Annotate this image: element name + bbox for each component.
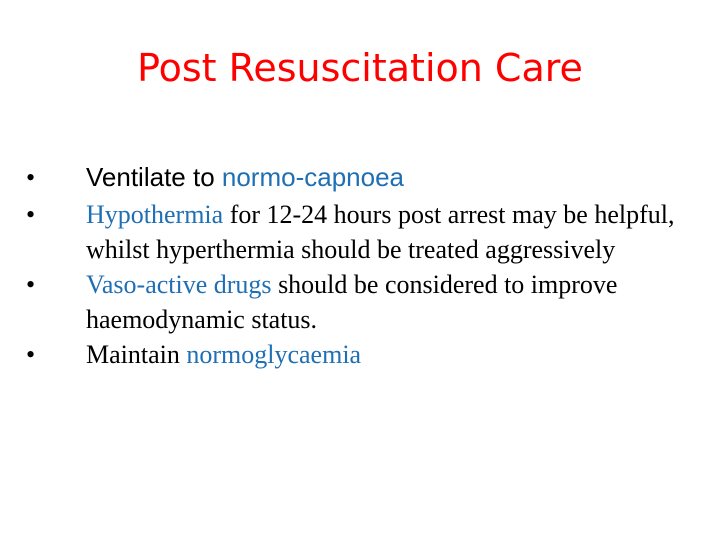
bullet-list <box>26 160 686 372</box>
bullet-item-vaso-active <box>26 267 686 337</box>
bullet-marker: • <box>26 270 36 299</box>
bullet-marker: • <box>26 163 36 192</box>
bullet-item-hypothermia <box>26 197 686 267</box>
slide-title: Post Resuscitation Care <box>137 46 583 90</box>
bullet-marker: • <box>26 200 36 229</box>
bullet-text: should be considered to improve haemodynamic status. <box>86 270 618 334</box>
bullet-item-normoglycaemia <box>26 337 686 372</box>
bullet-marker: • <box>26 340 36 369</box>
highlight-term: Hypothermia <box>86 200 224 229</box>
bullet-text: for 12-24 hours post arrest may be helpful, whilst hyperthermia should be treated aggressively <box>86 200 675 264</box>
bullet-item-ventilation <box>26 160 686 195</box>
bullet-text-plain: Ventilate to <box>86 162 222 192</box>
highlight-term: Vaso-active drugs <box>86 270 272 299</box>
bullet-text <box>86 162 404 192</box>
highlight-term: normo-capnoea <box>221 162 405 192</box>
highlight-term: normoglycaemia <box>186 340 362 369</box>
bullet-lead: Maintain <box>86 340 187 369</box>
